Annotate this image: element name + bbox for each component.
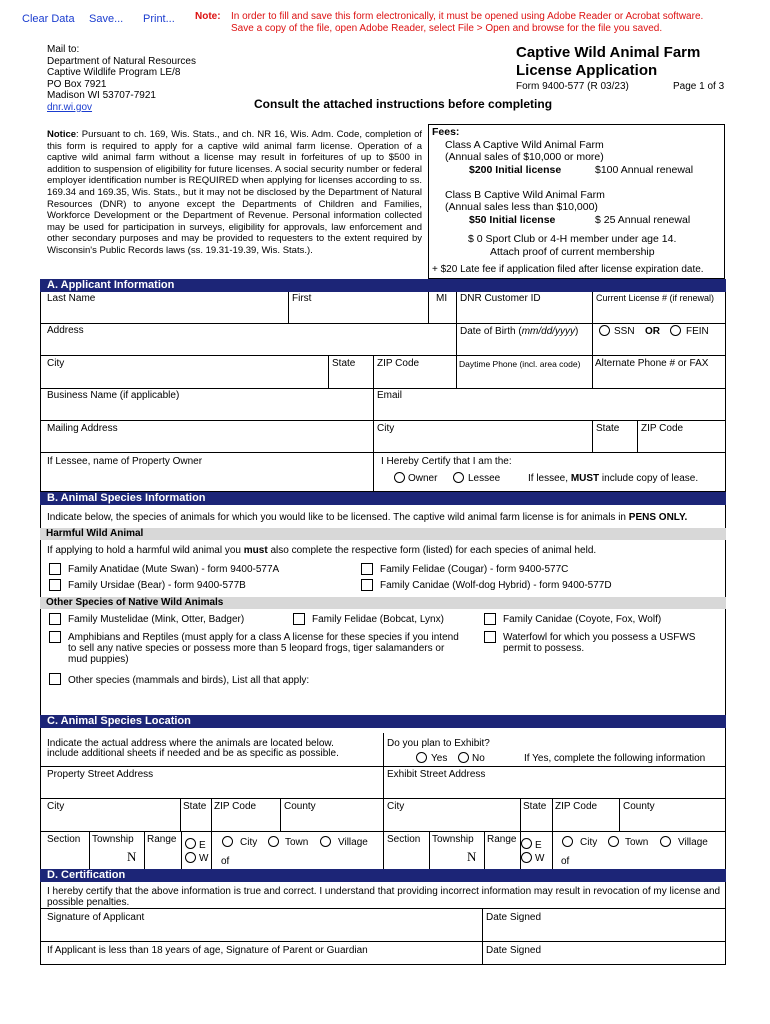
lease-copy-note: If lessee, MUST include copy of lease.: [528, 473, 699, 484]
fees-label: Fees:: [432, 126, 460, 138]
property-state-label: State: [183, 801, 207, 812]
certify-label: I Hereby Certify that I am the:: [381, 456, 512, 467]
bobcat-lynx-checkbox[interactable]: [293, 613, 305, 625]
other-species-checkbox[interactable]: [49, 673, 61, 685]
exhibit-village-opt: Village: [678, 837, 708, 848]
property-village-opt: Village: [338, 837, 368, 848]
current-license-label: Current License # (if renewal): [596, 293, 715, 303]
exhibit-county-input[interactable]: [620, 812, 724, 830]
exhibit-zip-label: ZIP Code: [555, 801, 598, 812]
exhibit-question: Do you plan to Exhibit?: [387, 738, 490, 749]
coyote-fox-wolf-label: Family Canidae (Coyote, Fox, Wolf): [503, 614, 662, 625]
state-label: State: [332, 358, 356, 369]
ssn-fein-input[interactable]: [593, 337, 724, 354]
alternate-phone-label: Alternate Phone # or FAX: [595, 358, 709, 369]
email-label: Email: [377, 390, 403, 401]
mailing-city-input[interactable]: [374, 434, 591, 451]
property-owner-input[interactable]: [41, 467, 372, 490]
exhibit-section-label: Section: [387, 834, 421, 845]
mail-city: Madison WI 53707-7921: [47, 90, 156, 101]
first-name-label: First: [292, 293, 312, 304]
dnr-customer-id-label: DNR Customer ID: [460, 293, 541, 304]
harmful-instruction: If applying to hold a harmful wild animal you must also complete the respective form (listed) for each species of animal held.: [47, 545, 597, 556]
fee-a-renewal: $100 Annual renewal: [595, 163, 694, 176]
exhibit-street-input[interactable]: [384, 780, 724, 797]
fein-label: FEIN: [686, 326, 709, 337]
mailing-state-input[interactable]: [593, 434, 636, 451]
property-township-n: N: [127, 849, 137, 864]
fee-membership-proof: Attach proof of current membership: [490, 246, 655, 258]
section-c-header: C. Animal Species Location: [40, 715, 726, 728]
email-input[interactable]: [374, 401, 724, 419]
mailing-address-label: Mailing Address: [47, 423, 118, 434]
fee-b-renewal: $ 25 Annual renewal: [595, 213, 691, 226]
guardian-date-label: Date Signed: [486, 945, 542, 956]
guardian-date-input[interactable]: [483, 956, 724, 963]
mailing-zip-label: ZIP Code: [641, 423, 684, 434]
property-range-e-label: E: [199, 840, 206, 851]
note-line-2: Save a copy of the file, open Adobe Reader, select File > Open and browse for the file you saved.: [231, 23, 663, 34]
address-label: Address: [47, 325, 84, 336]
property-city-input[interactable]: [41, 812, 179, 830]
exhibit-of-label: of: [561, 856, 570, 867]
exhibit-range-label: Range: [487, 834, 517, 845]
property-section-label: Section: [47, 834, 81, 845]
mi-input[interactable]: [429, 304, 455, 322]
exhibit-yes-label: Yes: [431, 753, 448, 764]
location-instruction-2: include additional sheets if needed and be as specific as possible.: [47, 748, 339, 759]
signature-applicant-label: Signature of Applicant: [47, 912, 145, 923]
city-input[interactable]: [41, 369, 327, 387]
property-township-label: Township: [92, 834, 134, 845]
exhibit-if-yes: If Yes, complete the following information: [524, 753, 706, 764]
fein-radio[interactable]: [670, 325, 681, 336]
mailing-address-input[interactable]: [41, 434, 372, 451]
other-species-label: Other species (mammals and birds), List all that apply:: [68, 675, 310, 686]
fee-late: + $20 Late fee if application filed after license expiration date.: [432, 264, 704, 275]
exhibit-yes-radio[interactable]: [416, 752, 427, 763]
property-range-w-label: W: [199, 853, 209, 864]
current-license-input[interactable]: [593, 304, 724, 322]
lessee-radio[interactable]: [453, 472, 464, 483]
exhibit-city-label: City: [387, 801, 405, 812]
fee-a-initial: $200 Initial license: [469, 163, 562, 176]
fee-a-desc: (Annual sales of $10,000 or more): [445, 151, 604, 164]
property-county-input[interactable]: [281, 812, 382, 830]
property-city-radio[interactable]: [222, 836, 233, 847]
state-input[interactable]: [329, 369, 372, 387]
exhibit-village-radio[interactable]: [660, 836, 671, 847]
fee-b-title: Class B Captive Wild Animal Farm: [445, 189, 605, 201]
title-line-1: Captive Wild Animal Farm: [516, 44, 701, 61]
exhibit-state-input[interactable]: [521, 812, 551, 830]
wolf-dog-checkbox[interactable]: [361, 579, 373, 591]
business-name-label: Business Name (if applicable): [47, 390, 180, 401]
amphibians-reptiles-label: Amphibians and Reptiles (must apply for a class A license for these species if you intend to sell any native species or possess more than 5 leopard frogs, tiger salamanders or mud puppies): [68, 632, 459, 665]
bear-checkbox[interactable]: [49, 579, 61, 591]
mailing-city-label: City: [377, 423, 395, 434]
mailing-state-label: State: [596, 423, 620, 434]
daytime-phone-input[interactable]: [457, 369, 591, 387]
mail-dept: Department of Natural Resources: [47, 55, 196, 67]
mute-swan-label: Family Anatidae (Mute Swan) - form 9400-577A: [68, 564, 280, 575]
owner-radio[interactable]: [394, 472, 405, 483]
page-title: [516, 44, 700, 80]
mail-to-block: [47, 44, 196, 113]
alternate-phone-input[interactable]: [593, 369, 724, 387]
section-a-header: A. Applicant Information: [40, 279, 726, 292]
waterfowl-label: Waterfowl for which you possess a USFWS permit to possess.: [503, 632, 696, 654]
property-street-label: Property Street Address: [47, 769, 154, 780]
exhibit-town-radio[interactable]: [608, 836, 619, 847]
save-button[interactable]: Save...: [89, 13, 124, 25]
cougar-checkbox[interactable]: [361, 563, 373, 575]
title-line-2: License Application: [516, 62, 658, 79]
fees-class-b: [445, 189, 725, 227]
other-species-header: Other Species of Native Wild Animals: [40, 597, 726, 609]
clear-data-button[interactable]: Clear Data: [22, 13, 75, 25]
fee-sport-club: $ 0 Sport Club or 4-H member under age 14.: [468, 233, 677, 245]
exhibit-no-radio[interactable]: [458, 752, 469, 763]
amphibians-reptiles-checkbox[interactable]: [49, 631, 61, 643]
harmful-wild-animal-header: Harmful Wild Animal: [40, 528, 726, 540]
owner-label: Owner: [408, 473, 438, 484]
business-name-input[interactable]: [41, 401, 372, 419]
location-instruction-1: Indicate the actual address where the animals are located below.: [47, 738, 334, 749]
mustelidae-label: Family Mustelidae (Mink, Otter, Badger): [68, 614, 245, 625]
note-label: Note:: [195, 11, 221, 22]
zip-label: ZIP Code: [377, 358, 420, 369]
section-b-header: B. Animal Species Information: [40, 492, 726, 505]
property-range-label: Range: [147, 834, 177, 845]
fees-block: [432, 126, 459, 139]
consult-instructions: Consult the attached instructions before completing: [254, 97, 553, 111]
mailing-zip-input[interactable]: [638, 434, 724, 451]
daytime-phone-label: Daytime Phone (incl. area code): [459, 359, 581, 369]
property-zip-input[interactable]: [212, 812, 279, 830]
date-signed-input[interactable]: [483, 923, 724, 940]
mail-to-label: Mail to:: [47, 44, 80, 55]
property-city-label: City: [47, 801, 65, 812]
last-name-input[interactable]: [41, 304, 287, 322]
dnr-website-link[interactable]: dnr.wi.gov: [47, 101, 93, 113]
note-line-1: In order to fill and save this form electronically, it must be opened using Adobe Reader or Acrobat software.: [231, 11, 704, 22]
exhibit-range-e-radio[interactable]: [521, 838, 532, 849]
lessee-label: Lessee: [468, 473, 501, 484]
exhibit-county-label: County: [623, 801, 655, 812]
property-city-opt: City: [240, 837, 258, 848]
exhibit-range-e-label: E: [535, 840, 542, 851]
fee-b-initial: $50 Initial license: [469, 213, 556, 226]
form-number: Form 9400-577 (R 03/23): [516, 81, 629, 92]
property-village-radio[interactable]: [320, 836, 331, 847]
zip-input[interactable]: [374, 369, 455, 387]
exhibit-range-w-label: W: [535, 853, 545, 864]
notice-text: [47, 129, 422, 257]
other-species-input[interactable]: [340, 670, 720, 710]
or-label: OR: [645, 326, 660, 337]
coyote-fox-wolf-checkbox[interactable]: [484, 613, 496, 625]
exhibit-zip-input[interactable]: [553, 812, 618, 830]
notice-label: Notice: [47, 129, 77, 140]
property-state-input[interactable]: [181, 812, 210, 830]
mail-pobox: PO Box 7921: [47, 78, 107, 90]
property-of-label: of: [221, 856, 230, 867]
fee-b-desc: (Annual sales less than $10,000): [445, 201, 598, 214]
exhibit-city-input[interactable]: [384, 812, 519, 830]
city-label: City: [47, 358, 65, 369]
exhibit-city-opt: City: [580, 837, 598, 848]
property-zip-label: ZIP Code: [214, 801, 257, 812]
signature-applicant-input[interactable]: [41, 923, 481, 940]
exhibit-street-label: Exhibit Street Address: [387, 769, 486, 780]
property-town-opt: Town: [285, 837, 309, 848]
ssn-label: SSN: [614, 326, 635, 337]
last-name-label: Last Name: [47, 293, 96, 304]
cougar-label: Family Felidae (Cougar) - form 9400-577C: [380, 564, 569, 575]
print-button[interactable]: Print...: [143, 13, 175, 25]
property-county-label: County: [284, 801, 316, 812]
dob-label: Date of Birth (mm/dd/yyyy): [460, 326, 579, 337]
ssn-radio[interactable]: [599, 325, 610, 336]
page-number: Page 1 of 3: [673, 81, 725, 92]
fees-class-a: [445, 139, 725, 177]
exhibit-city-radio[interactable]: [562, 836, 573, 847]
signature-guardian-label: If Applicant is less than 18 years of age, Signature of Parent or Guardian: [47, 945, 368, 956]
dob-input[interactable]: [457, 337, 591, 354]
property-street-input[interactable]: [41, 780, 382, 797]
dnr-customer-id-input[interactable]: [457, 304, 591, 322]
bear-label: Family Ursidae (Bear) - form 9400-577B: [68, 580, 246, 591]
exhibit-no-label: No: [472, 753, 485, 764]
first-name-input[interactable]: [289, 304, 427, 322]
mustelidae-checkbox[interactable]: [49, 613, 61, 625]
exhibit-state-label: State: [523, 801, 547, 812]
exhibit-range-w-radio[interactable]: [521, 852, 532, 863]
waterfowl-checkbox[interactable]: [484, 631, 496, 643]
address-input[interactable]: [41, 336, 455, 354]
notice-body: : Pursuant to ch. 169, Wis. Stats., and ch. NR 16, Wis. Adm. Code, completion of this form is required to apply for a captive wild animal farm license. Operation of a captive wild animal farm without a license may result in forfeitures of up to $500 in addition to suspension of eligibility for future licenses. A social security number or federal employer identification number is REQUIRED when applying for licenses according to ss. 169.34 and 169.35, Wis. Stats., but it may not be disclosed by the Department of Natural Resources (DNR) to anyone except the Departments of Children and Families, Workforce Development or the Department of Revenue. Personal information collected may be used for participation in surveys, eligibility for approvals, law enforcement and other secondary purposes and may be provided to requesters to the extent required by Wisconsin's Public Records laws (ss. 19.31-19.39, Wis. Stats.).: [47, 129, 422, 256]
date-signed-label: Date Signed: [486, 912, 542, 923]
property-town-radio[interactable]: [268, 836, 279, 847]
mute-swan-checkbox[interactable]: [49, 563, 61, 575]
lessee-owner-label: If Lessee, name of Property Owner: [47, 456, 203, 467]
property-range-e-radio[interactable]: [185, 838, 196, 849]
property-range-w-radio[interactable]: [185, 852, 196, 863]
mail-program: Captive Wildlife Program LE/8: [47, 67, 181, 78]
mi-label: MI: [436, 293, 448, 304]
signature-guardian-input[interactable]: [41, 956, 481, 963]
bobcat-lynx-label: Family Felidae (Bobcat, Lynx): [312, 614, 444, 625]
section-d-header: D. Certification: [40, 869, 726, 882]
exhibit-town-opt: Town: [625, 837, 649, 848]
exhibit-township-n: N: [467, 849, 477, 864]
species-instruction: Indicate below, the species of animals for which you would like to be licensed. The captive wild animal farm license is for animals in PENS ONLY.: [47, 512, 688, 523]
fee-a-title: Class A Captive Wild Animal Farm: [445, 139, 604, 151]
wolf-dog-label: Family Canidae (Wolf-dog Hybrid) - form 9400-577D: [380, 580, 612, 591]
certification-text: I hereby certify that the above information is true and correct. I understand that providing incorrect information may result in revocation of my license and possible penalties.: [47, 886, 721, 908]
exhibit-township-label: Township: [432, 834, 474, 845]
